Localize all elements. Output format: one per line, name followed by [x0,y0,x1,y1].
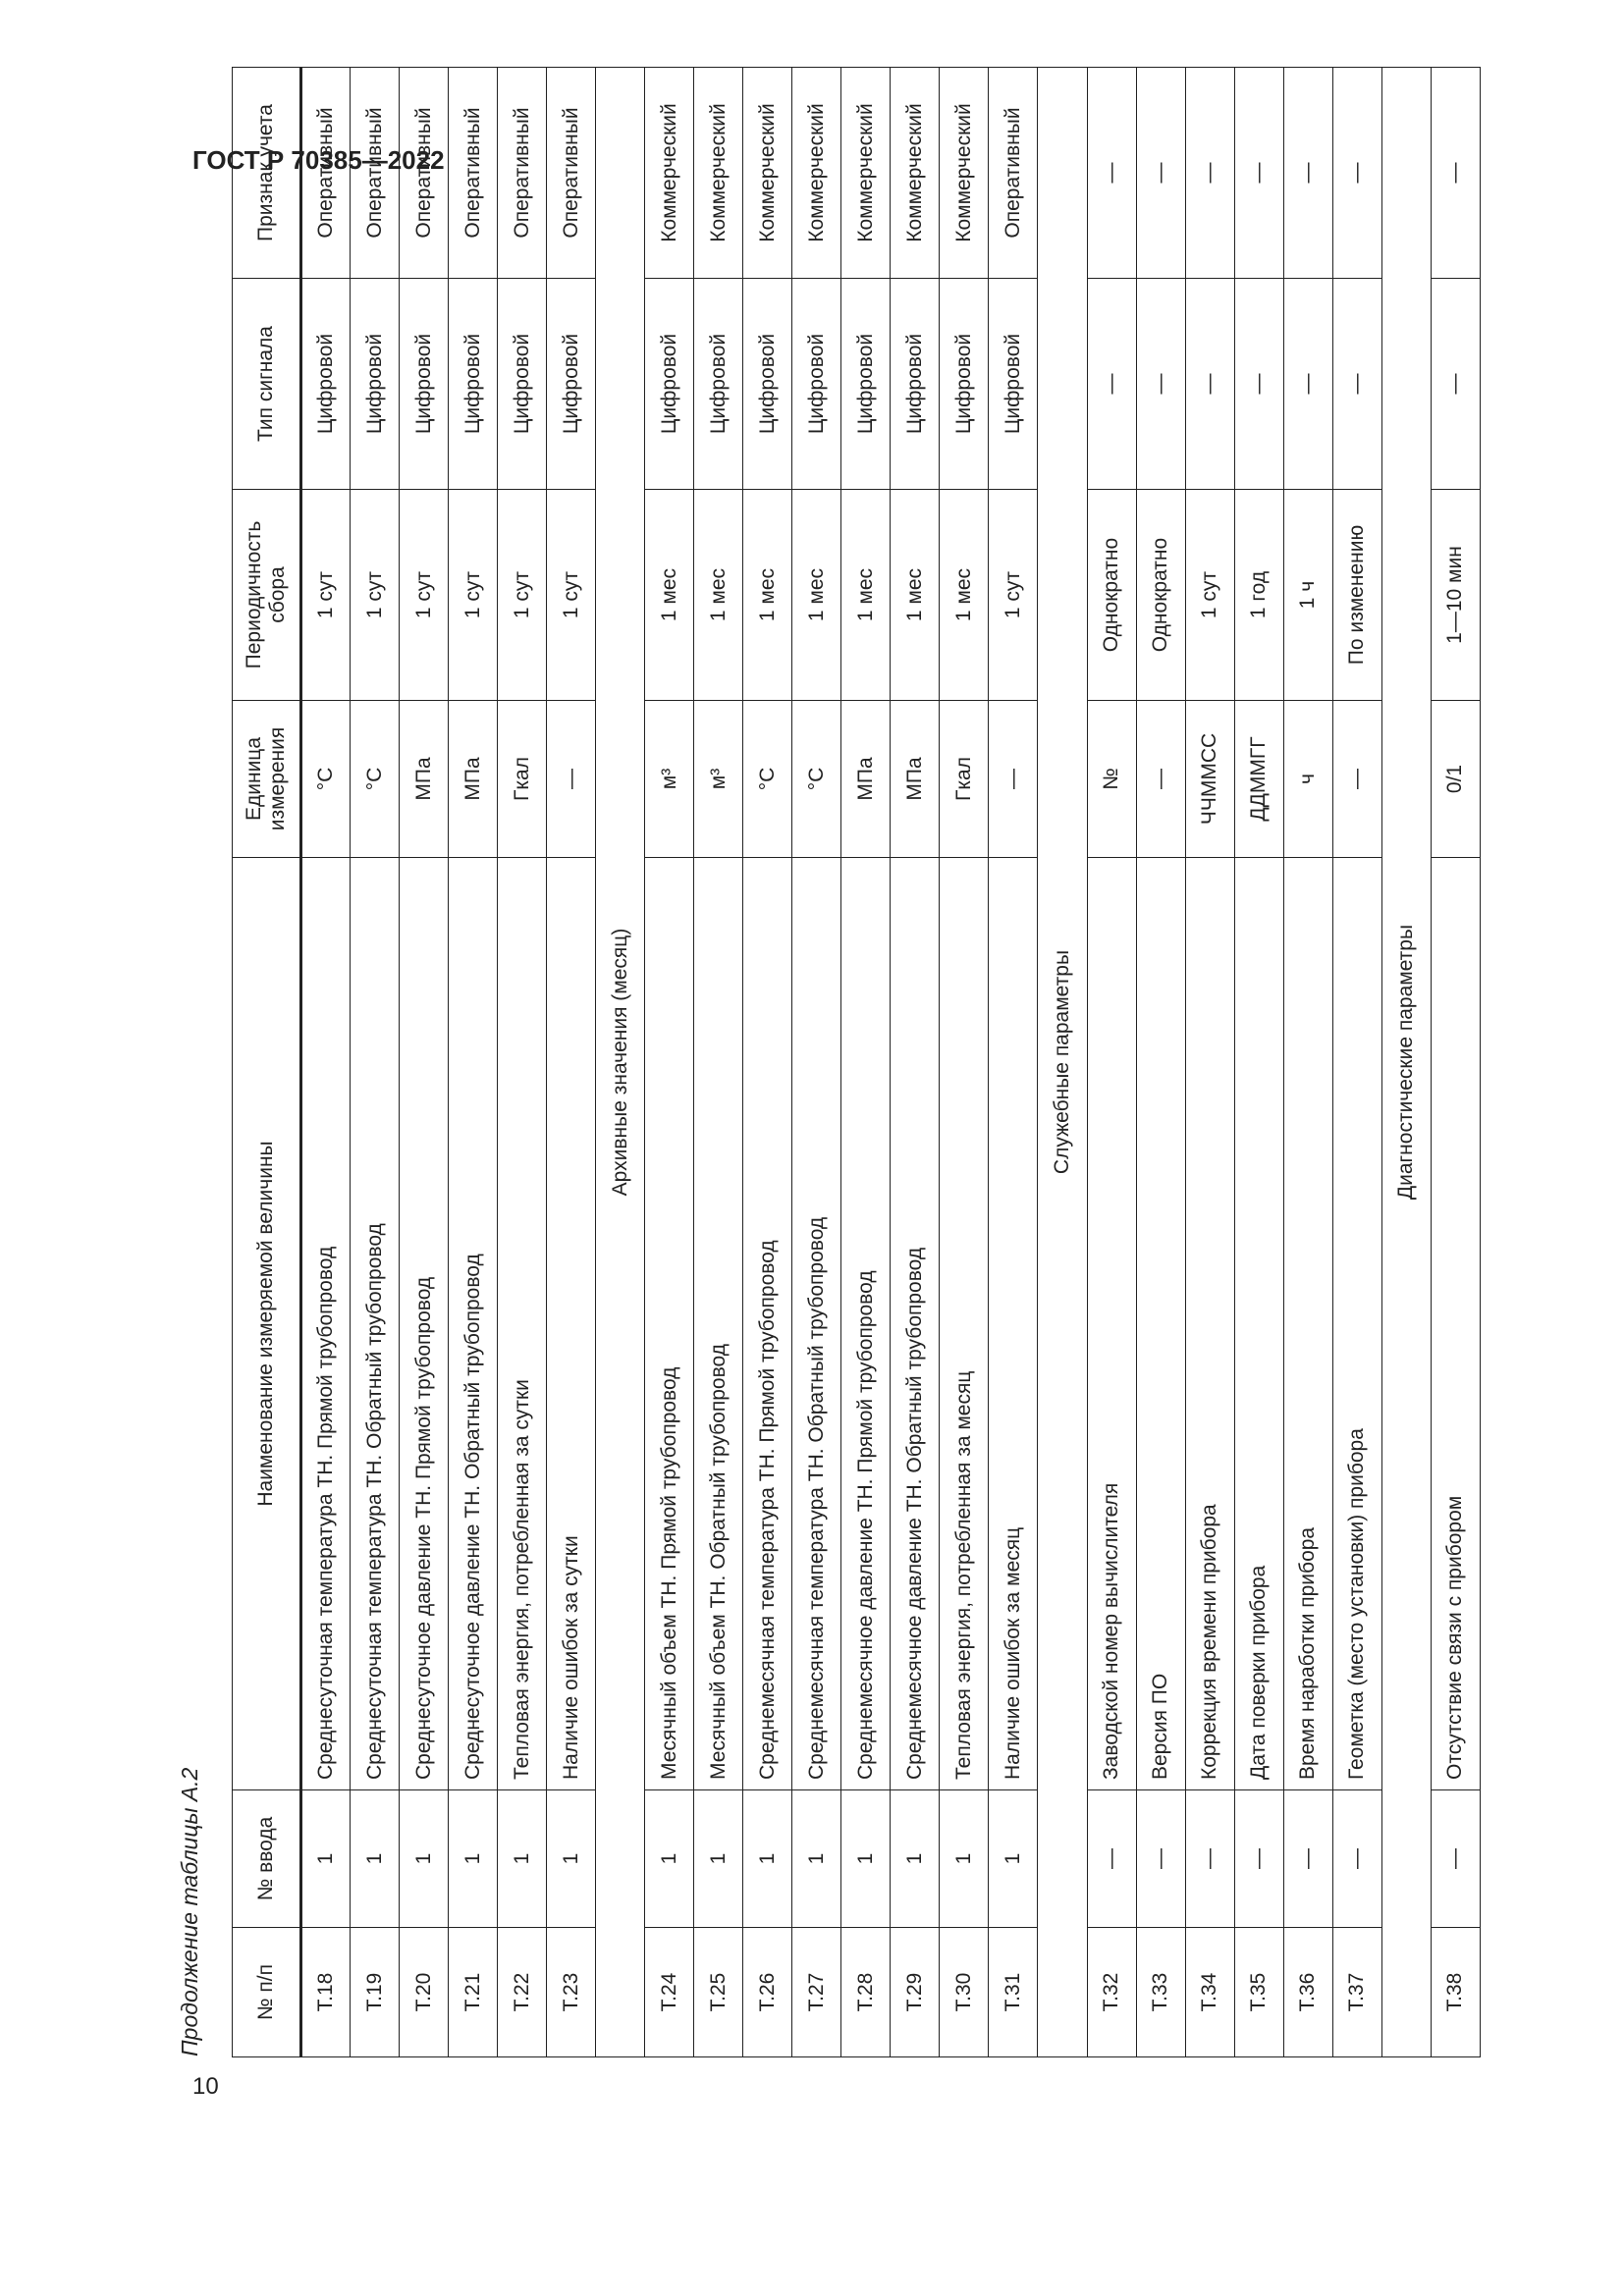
cell-number: Т.29 [891,1928,940,2057]
cell-accounting: — [1332,68,1381,279]
cell-number: Т.21 [449,1928,498,2057]
cell-number: Т.36 [1283,1928,1332,2057]
cell-name: Наличие ошибок за месяц [989,858,1038,1790]
table-row [940,68,989,2057]
cell-period: 1 сут [449,490,498,701]
cell-period: 1 мес [694,490,743,701]
cell-input: — [1185,1790,1234,1928]
cell-input: — [1087,1790,1136,1928]
cell-accounting: — [1283,68,1332,279]
cell-input: 1 [841,1790,891,1928]
cell-period: 1 сут [301,490,351,701]
cell-signal: Цифровой [743,279,792,490]
cell-period: 1 год [1234,490,1283,701]
table-row [1283,68,1332,2057]
col-header-input: № ввода [233,1790,301,1928]
col-header-number: № п/п [233,1928,301,2057]
cell-number: Т.34 [1185,1928,1234,2057]
cell-signal: Цифровой [841,279,891,490]
cell-number: Т.26 [743,1928,792,2057]
cell-accounting: Коммерческий [792,68,841,279]
table-row [1185,68,1234,2057]
table-row [792,68,841,2057]
cell-period: 1 сут [989,490,1038,701]
cell-period: 1 мес [891,490,940,701]
cell-signal: — [1087,279,1136,490]
cell-unit: МПа [449,701,498,858]
cell-accounting: Оперативный [498,68,547,279]
cell-input: 1 [989,1790,1038,1928]
cell-name: Отсутствие связи с прибором [1431,858,1480,1790]
cell-accounting: — [1185,68,1234,279]
cell-period: 1 мес [743,490,792,701]
table-row [891,68,940,2057]
table-row [989,68,1038,2057]
cell-period: 1 мес [792,490,841,701]
cell-period: 1 мес [940,490,989,701]
cell-signal: Цифровой [645,279,694,490]
table-row [301,68,351,2057]
cell-signal: Цифровой [547,279,596,490]
cell-name: Среднесуточная температура ТН. Обратный трубопровод [351,858,400,1790]
cell-input: 1 [301,1790,351,1928]
cell-accounting: Коммерческий [694,68,743,279]
table-header-row [233,68,301,2057]
cell-number: Т.27 [792,1928,841,2057]
cell-period: 1 сут [400,490,449,701]
cell-number: Т.38 [1431,1928,1480,2057]
cell-signal: Цифровой [449,279,498,490]
table-row [1431,68,1480,2057]
cell-signal: Цифровой [940,279,989,490]
cell-number: Т.30 [940,1928,989,2057]
cell-accounting: Оперативный [351,68,400,279]
cell-unit: °С [743,701,792,858]
cell-name: Среднесуточное давление ТН. Прямой трубопровод [400,858,449,1790]
cell-period: 1 мес [841,490,891,701]
table-row [694,68,743,2057]
table-row [645,68,694,2057]
cell-unit: МПа [841,701,891,858]
section-title: Архивные значения (месяц) [596,68,645,2057]
cell-number: Т.28 [841,1928,891,2057]
cell-accounting: — [1431,68,1480,279]
table-caption: Продолжение таблицы А.2 [177,1767,202,2056]
cell-unit: — [1332,701,1381,858]
cell-number: Т.24 [645,1928,694,2057]
table-row [1136,68,1185,2057]
cell-input: 1 [792,1790,841,1928]
cell-input: 1 [743,1790,792,1928]
cell-signal: Цифровой [351,279,400,490]
cell-accounting: — [1087,68,1136,279]
cell-name: Геометка (место установки) прибора [1332,858,1381,1790]
cell-unit: м³ [694,701,743,858]
cell-accounting: Коммерческий [645,68,694,279]
cell-unit: — [989,701,1038,858]
cell-unit: °С [351,701,400,858]
table-row [743,68,792,2057]
cell-number: Т.23 [547,1928,596,2057]
cell-input: — [1136,1790,1185,1928]
cell-unit: ЧЧММСС [1185,701,1234,858]
cell-number: Т.32 [1087,1928,1136,2057]
cell-name: Среднесуточное давление ТН. Обратный трубопровод [449,858,498,1790]
cell-name: Месячный объем ТН. Обратный трубопровод [694,858,743,1790]
cell-accounting: Коммерческий [891,68,940,279]
cell-input: — [1332,1790,1381,1928]
cell-signal: Цифровой [989,279,1038,490]
cell-number: Т.22 [498,1928,547,2057]
cell-accounting: Оперативный [547,68,596,279]
cell-input: — [1283,1790,1332,1928]
cell-signal: — [1431,279,1480,490]
cell-unit: № [1087,701,1136,858]
cell-period: 1 сут [1185,490,1234,701]
cell-signal: — [1136,279,1185,490]
col-header-signal: Тип сигнала [233,279,301,490]
cell-number: Т.37 [1332,1928,1381,2057]
table-row [400,68,449,2057]
cell-period: 1 мес [645,490,694,701]
cell-name: Среднемесячная температура ТН. Обратный трубопровод [792,858,841,1790]
cell-input: 1 [694,1790,743,1928]
cell-unit: МПа [891,701,940,858]
cell-signal: Цифровой [792,279,841,490]
table-row [498,68,547,2057]
cell-input: 1 [940,1790,989,1928]
cell-number: Т.19 [351,1928,400,2057]
cell-signal: Цифровой [694,279,743,490]
cell-name: Среднемесячная температура ТН. Прямой трубопровод [743,858,792,1790]
cell-accounting: Оперативный [400,68,449,279]
cell-signal: Цифровой [891,279,940,490]
page-number: 10 [192,2073,219,2100]
cell-name: Время наработки прибора [1283,858,1332,1790]
cell-period: 1 сут [547,490,596,701]
cell-signal: Цифровой [498,279,547,490]
cell-accounting: Коммерческий [940,68,989,279]
cell-input: — [1234,1790,1283,1928]
cell-name: Заводской номер вычислителя [1087,858,1136,1790]
cell-unit: МПа [400,701,449,858]
cell-signal: — [1283,279,1332,490]
cell-accounting: — [1234,68,1283,279]
section-row [1381,68,1431,2057]
section-row [596,68,645,2057]
cell-signal: — [1332,279,1381,490]
cell-number: Т.25 [694,1928,743,2057]
table-row [1332,68,1381,2057]
cell-name: Дата поверки прибора [1234,858,1283,1790]
cell-name: Месячный объем ТН. Прямой трубопровод [645,858,694,1790]
cell-number: Т.18 [301,1928,351,2057]
cell-unit: ДДММГГ [1234,701,1283,858]
parameters-table [232,67,1481,2057]
cell-name: Среднесуточная температура ТН. Прямой трубопровод [301,858,351,1790]
cell-accounting: Оперативный [989,68,1038,279]
cell-period: Однократно [1087,490,1136,701]
cell-name: Среднемесячное давление ТН. Обратный трубопровод [891,858,940,1790]
cell-input: — [1431,1790,1480,1928]
cell-period: 1 сут [351,490,400,701]
cell-name: Версия ПО [1136,858,1185,1790]
cell-input: 1 [645,1790,694,1928]
cell-input: 1 [400,1790,449,1928]
cell-name: Коррекция времени прибора [1185,858,1234,1790]
cell-unit: — [1136,701,1185,858]
cell-accounting: — [1136,68,1185,279]
cell-accounting: Оперативный [301,68,351,279]
cell-unit: °С [301,701,351,858]
cell-signal: Цифровой [400,279,449,490]
cell-unit: 0/1 [1431,701,1480,858]
cell-period: 1—10 мин [1431,490,1480,701]
cell-accounting: Коммерческий [743,68,792,279]
cell-signal: — [1185,279,1234,490]
cell-period: 1 ч [1283,490,1332,701]
cell-input: 1 [449,1790,498,1928]
cell-number: Т.33 [1136,1928,1185,2057]
table-row [351,68,400,2057]
col-header-name: Наименование измеряемой величины [233,858,301,1790]
cell-name: Тепловая энергия, потребленная за месяц [940,858,989,1790]
cell-name: Тепловая энергия, потребленная за сутки [498,858,547,1790]
col-header-unit: Единица измерения [233,701,301,858]
cell-name: Наличие ошибок за сутки [547,858,596,1790]
cell-period: По изменению [1332,490,1381,701]
cell-input: 1 [351,1790,400,1928]
table-row [547,68,596,2057]
cell-input: 1 [498,1790,547,1928]
col-header-accounting: Признак учета [233,68,301,279]
cell-number: Т.31 [989,1928,1038,2057]
cell-unit: Гкал [940,701,989,858]
cell-signal: Цифровой [301,279,351,490]
cell-unit: м³ [645,701,694,858]
col-header-period: Периодичность сбора [233,490,301,701]
cell-period: Однократно [1136,490,1185,701]
table-row [1234,68,1283,2057]
cell-accounting: Коммерческий [841,68,891,279]
cell-number: Т.35 [1234,1928,1283,2057]
section-title: Служебные параметры [1038,68,1087,2057]
cell-name: Среднемесячное давление ТН. Прямой трубопровод [841,858,891,1790]
table-row [841,68,891,2057]
document-header: ГОСТ Р 70385—2022 [192,145,445,175]
section-title: Диагностические параметры [1381,68,1431,2057]
section-row [1038,68,1087,2057]
table-row [449,68,498,2057]
cell-input: 1 [891,1790,940,1928]
cell-period: 1 сут [498,490,547,701]
cell-unit: — [547,701,596,858]
table-row [1087,68,1136,2057]
cell-unit: °С [792,701,841,858]
cell-unit: Гкал [498,701,547,858]
cell-input: 1 [547,1790,596,1928]
cell-unit: ч [1283,701,1332,858]
cell-number: Т.20 [400,1928,449,2057]
cell-signal: — [1234,279,1283,490]
cell-accounting: Оперативный [449,68,498,279]
table-body [301,68,1481,2057]
